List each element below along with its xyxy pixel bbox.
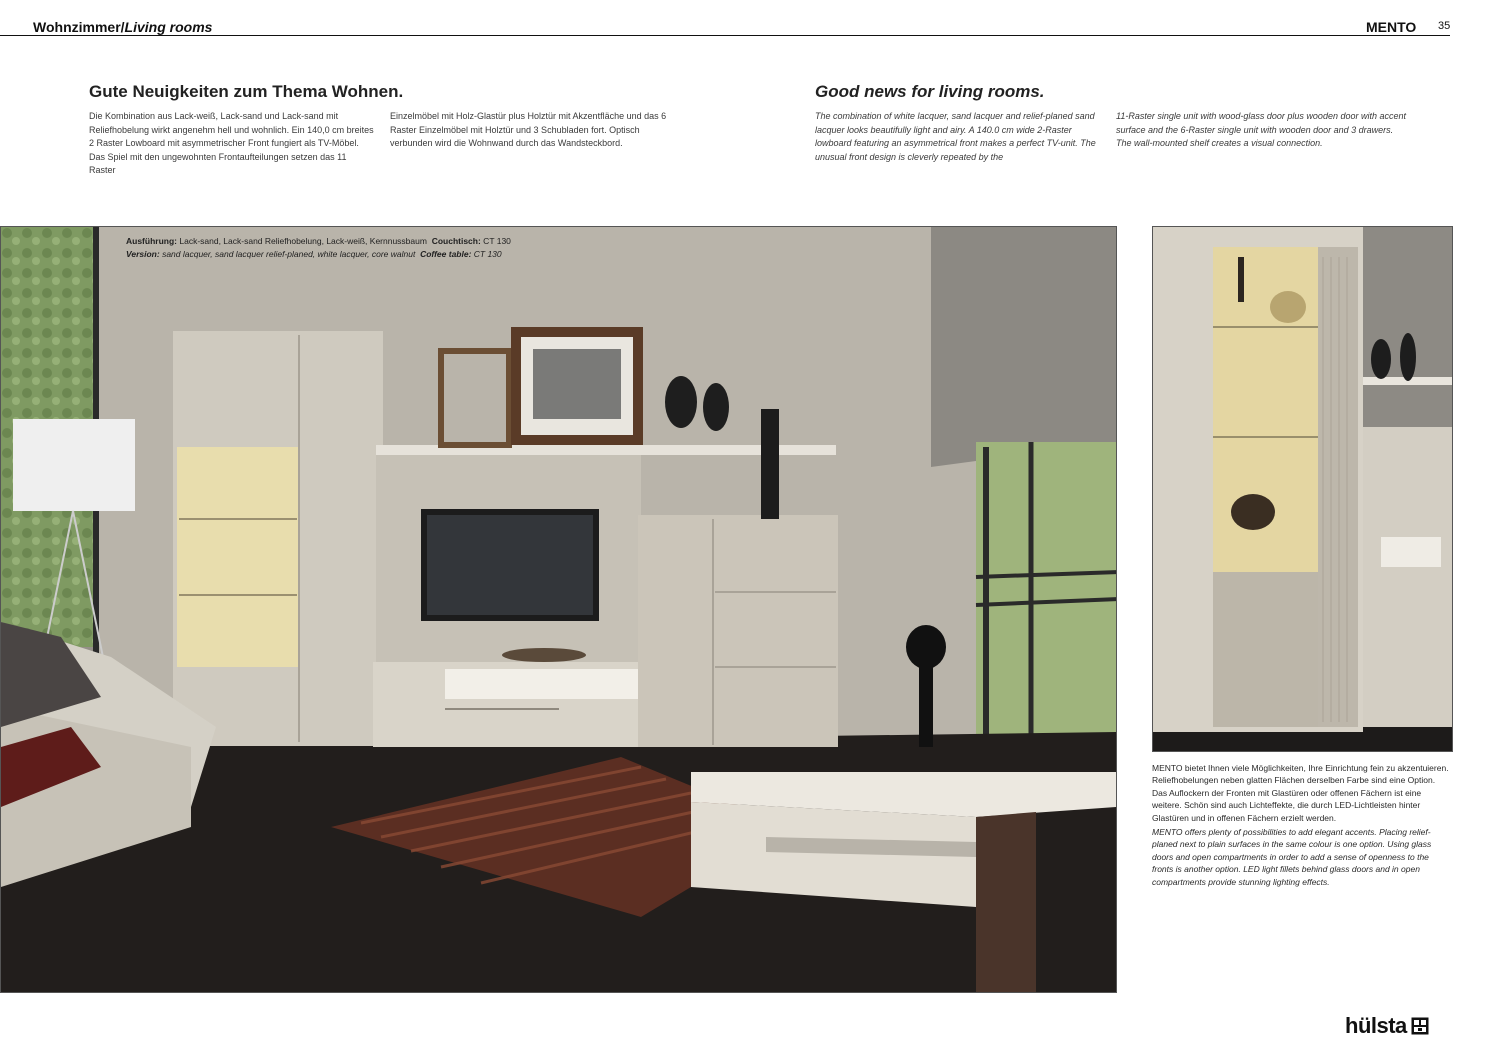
caption-value-table-de: CT 130 [480, 236, 511, 246]
brand-name: MENTO [1366, 19, 1417, 35]
section-title-de: Wohnzimmer/ [33, 19, 125, 35]
logo-wordmark: hülsta [1345, 1013, 1407, 1038]
caption-label-table-en: Coffee table: [420, 249, 472, 259]
cabinet-detail-illustration [1153, 227, 1453, 752]
caption-label-en: Version: [126, 249, 160, 259]
main-room-photo [0, 226, 1117, 993]
photo-caption [126, 235, 511, 261]
detail-photo [1152, 226, 1453, 752]
page-number: 35 [1438, 20, 1451, 32]
section-title-en: Living rooms [124, 19, 213, 35]
brand-logo [1345, 1013, 1429, 1039]
detail-text-en: MENTO offers plenty of possibilities to add elegant accents. Placing relief-planed next to plain surfaces in the same colour is one option. Using glass doors and open compartments in order to add a sense of openness to the fronts is another option. LED light fillets behind glass doors and in open compartments provide stunning lighting effects. [1152, 827, 1432, 887]
heading-de: Gute Neuigkeiten zum Thema Wohnen. [89, 82, 404, 101]
heading-en: Good news for living rooms. [815, 82, 1045, 101]
caption-label-de: Ausführung: [126, 236, 177, 246]
caption-en [126, 248, 511, 261]
section-title [33, 19, 212, 35]
intro-text-de-col1: Die Kombination aus Lack-weiß, Lack-sand und Lack-sand mit Reliefhobelung wirkt angenehm hell und wohnlich. Ein 140,0 cm breites 2 Raster Lowboard mit asymmetrischer Front fungiert als TV-Möbel. Das Spiel mit den ungewohnten Frontaufteilungen setzen das 11 Raster [89, 111, 374, 175]
intro-text-en-col1: The combination of white lacquer, sand lacquer and relief-planed sand lacquer looks beautifully light and airy. A 140.0 cm wide 2-Raster lowboard featuring an asymmetrical front makes a perfect TV-unit. The unusual front design is cleverly repeated by the [815, 111, 1096, 162]
caption-value-de: Lack-sand, Lack-sand Reliefhobelung, Lack-weiß, Kernnussbaum [177, 236, 427, 246]
room-illustration [1, 227, 1117, 993]
caption-value-en: sand lacquer, sand lacquer relief-planed, white lacquer, core walnut [159, 249, 416, 259]
detail-description [1152, 762, 1452, 888]
caption-de [126, 235, 511, 248]
header-rule [0, 35, 1450, 36]
detail-text-de: MENTO bietet Ihnen viele Möglichkeiten, Ihre Einrichtung fein zu akzentuieren. Reliefhobelungen neben glatten Flächen derselben Farbe sind eine Option. Das Auflockern der Fronten mit Glastüren oder offenen Fächern ist eine weitere. Schön sind auch Lichteffekte, die durch LED-Lichtleisten hinter Glastüren und in offenen Fächern erzielt werden. [1152, 763, 1449, 823]
caption-value-table-en: CT 130 [471, 249, 502, 259]
caption-label-table-de: Couchtisch: [431, 236, 481, 246]
intro-text-en-col2: 11-Raster single unit with wood-glass door plus wooden door with accent surface and the 6-Raster single unit with wooden door and 3 drawers. The wall-mounted shelf creates a visual connection. [1116, 111, 1406, 148]
logo-mark-icon [1411, 1017, 1429, 1035]
intro-text-de-col2: Einzelmöbel mit Holz-Glastür plus Holztür mit Akzentfläche und das 6 Raster Einzelmöbel mit Holztür und 3 Schubladen fort. Optisch verbunden wird die Wohnwand durch das Wandsteckbord. [390, 111, 667, 148]
